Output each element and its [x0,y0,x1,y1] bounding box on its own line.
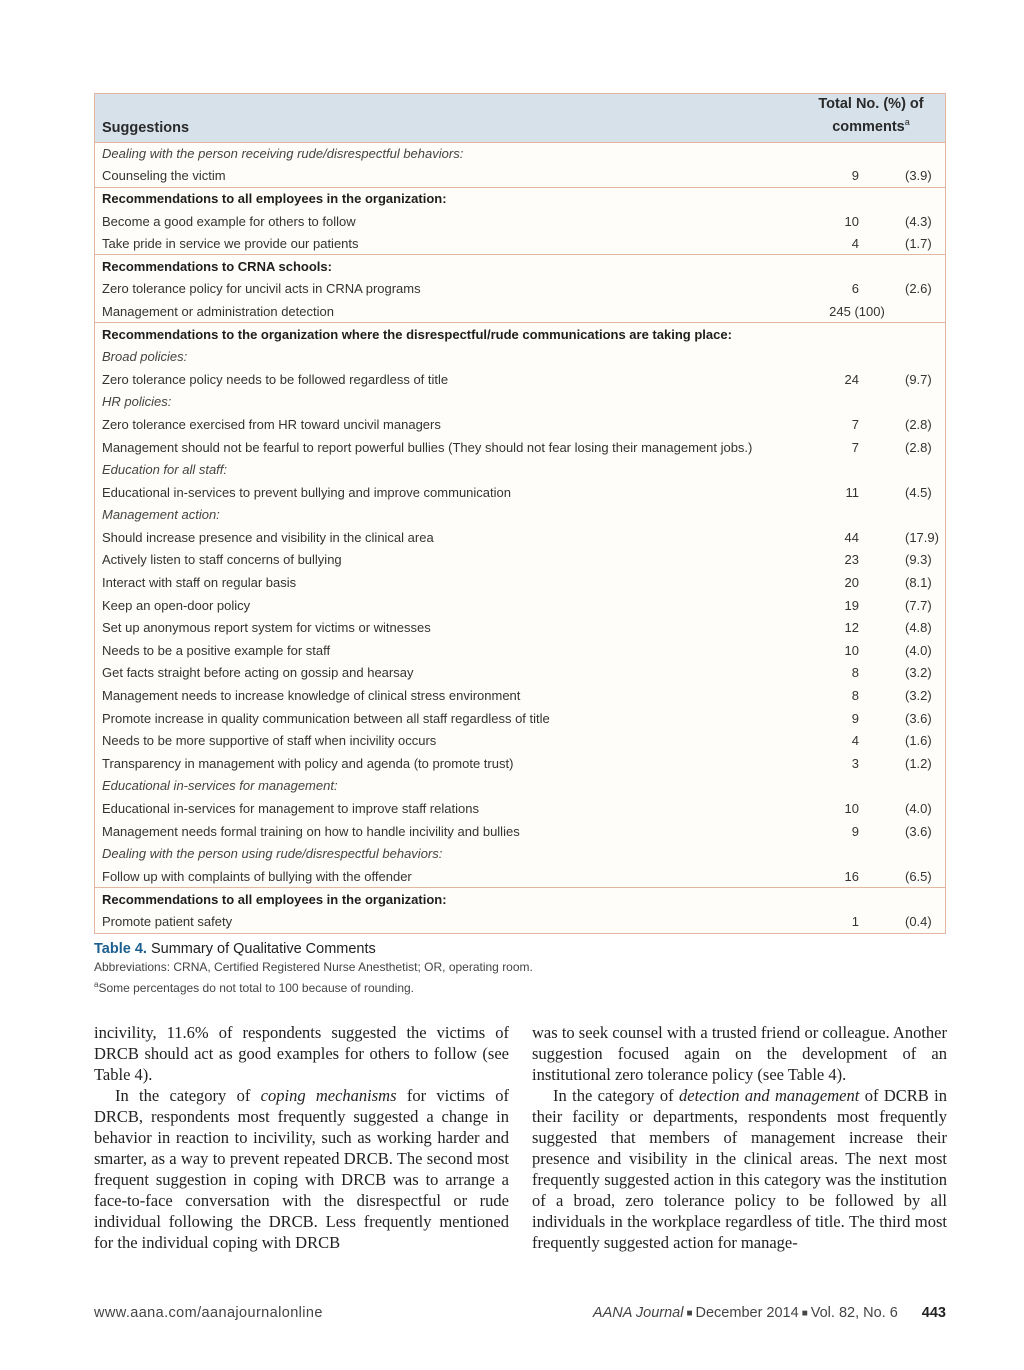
suggestion-label: Set up anonymous report system for victims or witnesses [102,620,431,636]
table-row [95,436,945,459]
left-p2-text-b: for victims of DRCB, respondents most frequently suggested a change in behavior in reaction to incivility, such as working harder and smarter, as a way to prevent repeated DRCB. The second most frequent suggestion in coping with DRCB was to arrange a face-to-face conversation with the disrespectful or rude individual following the DRCB. Less frequently mentioned for the individual coping with DRCB [94,1086,509,1252]
category-label: Recommendations to all employees in the organization: [95,187,945,210]
left-p2-text-a: In the category of [115,1086,261,1105]
category-label: Recommendations to the organization where the disrespectful/rude communications are taking place: [95,323,945,346]
count-cell: 10 [844,801,859,817]
percent-cell: (2.8) [905,439,932,455]
suggestion-label: Promote patient safety [102,913,233,929]
table-row [95,639,945,662]
count-cell: 4 [851,235,859,251]
suggestion-label: Transparency in management with policy and agenda (to promote trust) [102,755,514,771]
category-label: Recommendations to all employees in the organization: [95,888,945,911]
table-row [95,865,945,888]
suggestion-label: Educational in-services for management to improve staff relations [102,801,479,817]
suggestion-label: Management needs formal training on how to handle incivility and bullies [102,823,520,839]
percent-cell: (9.3) [905,552,932,568]
table-row [95,232,945,255]
caption-abbreviations: Abbreviations: CRNA, Certified Registered Nurse Anesthetist; OR, operating room. [94,960,533,974]
subheading-label: Educational in-services for management: [102,778,338,794]
table-category-row [95,255,945,278]
table-category-row [95,323,945,346]
count-cell: 10 [844,213,859,229]
count-cell: 12 [844,620,859,636]
subheading-label: Broad policies: [102,349,188,365]
footer-citation [593,1305,946,1321]
percent-cell: (9.7) [905,371,932,387]
footer-volume: Vol. 82, No. 6 [810,1305,898,1321]
count-cell: 9 [851,710,859,726]
right-paragraph-1: was to seek counsel with a trusted friend or colleague. Another suggestion focused again on the development of an institutional zero tolerance policy (see Table 4). [532,1023,947,1084]
suggestion-label: Counseling the victim [102,168,226,184]
count-cell: 6 [851,281,859,297]
percent-cell: (7.7) [905,597,932,613]
percent-cell: (3.2) [905,665,932,681]
caption-footnote-mark: a [94,980,99,989]
percent-cell: (1.2) [905,755,932,771]
table-row [95,571,945,594]
footer-separator-1: ■ [686,1308,693,1319]
table-header-row [95,94,945,142]
footer-page-number: 443 [921,1305,946,1321]
table-row [95,797,945,820]
percent-cell: (2.6) [905,281,932,297]
suggestion-label: Interact with staff on regular basis [102,575,297,591]
table-row [95,278,945,301]
table-body [95,142,945,933]
suggestion-label: Actively listen to staff concerns of bullying [102,552,342,568]
table-row [95,662,945,685]
count-cell: 3 [851,755,859,771]
table-subheading-row [95,504,945,527]
count-cell: 9 [851,168,859,184]
percent-cell: (4.0) [905,642,932,658]
count-cell: 7 [851,416,859,432]
count-cell: 8 [851,665,859,681]
table-row [95,684,945,707]
suggestion-label: Should increase presence and visibility in the clinical area [102,529,434,545]
count-percent-cell: 245 (100) [829,303,885,319]
table-row [95,165,945,188]
left-p2-emphasis: coping mechanisms [260,1086,397,1105]
count-cell: 11 [845,484,859,500]
suggestion-label: Needs to be more supportive of staff when incivility occurs [102,733,437,749]
suggestion-label: Management needs to increase knowledge of clinical stress environment [102,688,521,704]
table-row [95,210,945,233]
table-caption [94,940,954,997]
percent-cell: (2.8) [905,416,932,432]
count-cell: 9 [851,823,859,839]
header-total-line2: comments [832,118,905,135]
suggestion-label: Educational in-services to prevent bullying and improve communication [102,484,511,500]
count-cell: 23 [844,552,859,568]
count-cell: 7 [851,439,859,455]
percent-cell: (6.5) [905,868,932,884]
caption-footnote: Some percentages do not total to 100 because of rounding. [98,981,415,995]
footer-journal: AANA Journal [592,1305,684,1321]
suggestion-label: Promote increase in quality communication between all staff regardless of title [102,710,550,726]
caption-footnote-line [94,976,954,997]
table-row [95,300,945,323]
body-column-right [532,1022,947,1253]
table-row [95,594,945,617]
count-cell: 24 [844,371,859,387]
suggestion-label: Needs to be a positive example for staff [102,642,331,658]
percent-cell: (4.3) [905,213,932,229]
table-row [95,549,945,572]
suggestion-label: Become a good example for others to follow [102,213,356,229]
percent-cell: (3.6) [905,823,932,839]
footer-url[interactable]: www.aana.com/aanajournalonline [94,1305,323,1321]
category-label: Recommendations to CRNA schools: [95,255,945,278]
count-cell: 20 [844,575,859,591]
count-cell: 4 [851,733,859,749]
right-p2-emphasis: detection and management [679,1086,860,1105]
percent-cell: (8.1) [905,575,932,591]
left-paragraph-1: incivility, 11.6% of respondents suggested the victims of DRCB should act as good examples for others to follow (see Table 4). [94,1023,509,1084]
percent-cell: (1.6) [905,733,932,749]
right-p2-text-b: of DCRB in their facility or departments, respondents most frequently suggested that members of management increase their presence and visibility in the clinical areas. The next most frequently suggested action in this category was the institution of a broad, zero tolerance policy to be followed by all individuals in the workplace regardless of title. The third most frequently suggested action for manage- [532,1086,947,1252]
suggestion-label: Management should not be fearful to report powerful bullies (They should not fear losing their management jobs.) [102,439,753,455]
table-row [95,729,945,752]
count-cell: 16 [844,868,859,884]
table-category-row [95,888,945,911]
count-cell: 19 [844,597,859,613]
table-row [95,820,945,843]
table-subheading-row [95,391,945,414]
suggestion-label: Management or administration detection [102,303,334,319]
suggestion-label: Zero tolerance policy for uncivil acts in CRNA programs [102,281,421,297]
count-cell: 10 [844,642,859,658]
table-row [95,413,945,436]
suggestion-label: Keep an open-door policy [102,597,251,613]
percent-cell: (4.0) [905,801,932,817]
table-row [95,368,945,391]
right-p2-text-a: In the category of [553,1086,679,1105]
subheading-label: Dealing with the person receiving rude/disrespectful behaviors: [95,142,945,165]
right-paragraph-2 [532,1085,947,1253]
percent-cell: (1.7) [905,235,932,251]
subheading-label: HR policies: [102,394,172,410]
table-subheading-row [95,842,945,865]
table-row [95,616,945,639]
subheading-label: Dealing with the person using rude/disrespectful behaviors: [102,846,443,862]
footer-date: December 2014 [695,1305,799,1321]
percent-cell: (17.9) [905,529,939,545]
table-row [95,752,945,775]
percent-cell: (4.8) [905,620,932,636]
table-subheading-row [95,142,945,165]
percent-cell: (0.4) [905,913,932,929]
body-column-left [94,1022,509,1253]
table-category-row [95,187,945,210]
header-footnote-mark: a [904,116,910,127]
suggestion-label: Take pride in service we provide our patients [102,235,359,251]
suggestion-label: Follow up with complaints of bullying with the offender [102,868,412,884]
percent-cell: (3.6) [905,710,932,726]
table-subheading-row [95,345,945,368]
caption-title: Summary of Qualitative Comments [150,941,376,957]
left-paragraph-2 [94,1085,509,1253]
suggestion-label: Zero tolerance exercised from HR toward uncivil managers [102,416,441,432]
suggestion-label: Get facts straight before acting on gossip and hearsay [102,665,414,681]
summary-table [94,93,946,934]
table-row [95,707,945,730]
caption-label: Table 4. [94,941,147,957]
percent-cell: (3.9) [905,168,932,184]
footer-separator-2: ■ [801,1308,808,1319]
header-total-comments [809,94,945,142]
percent-cell: (3.2) [905,688,932,704]
count-cell: 44 [844,529,859,545]
suggestion-label: Zero tolerance policy needs to be followed regardless of title [102,371,449,387]
table-row [95,526,945,549]
header-total-line1: Total No. (%) of [818,95,924,112]
table-subheading-row [95,458,945,481]
table-row [95,910,945,933]
table-subheading-row [95,775,945,798]
percent-cell: (4.5) [905,484,932,500]
table-row [95,481,945,504]
subheading-label: Management action: [102,507,220,523]
count-cell: 8 [851,688,859,704]
caption-title-line [94,940,954,959]
subheading-label: Education for all staff: [102,462,228,478]
count-cell: 1 [851,913,859,929]
header-suggestions: Suggestions [102,119,190,136]
